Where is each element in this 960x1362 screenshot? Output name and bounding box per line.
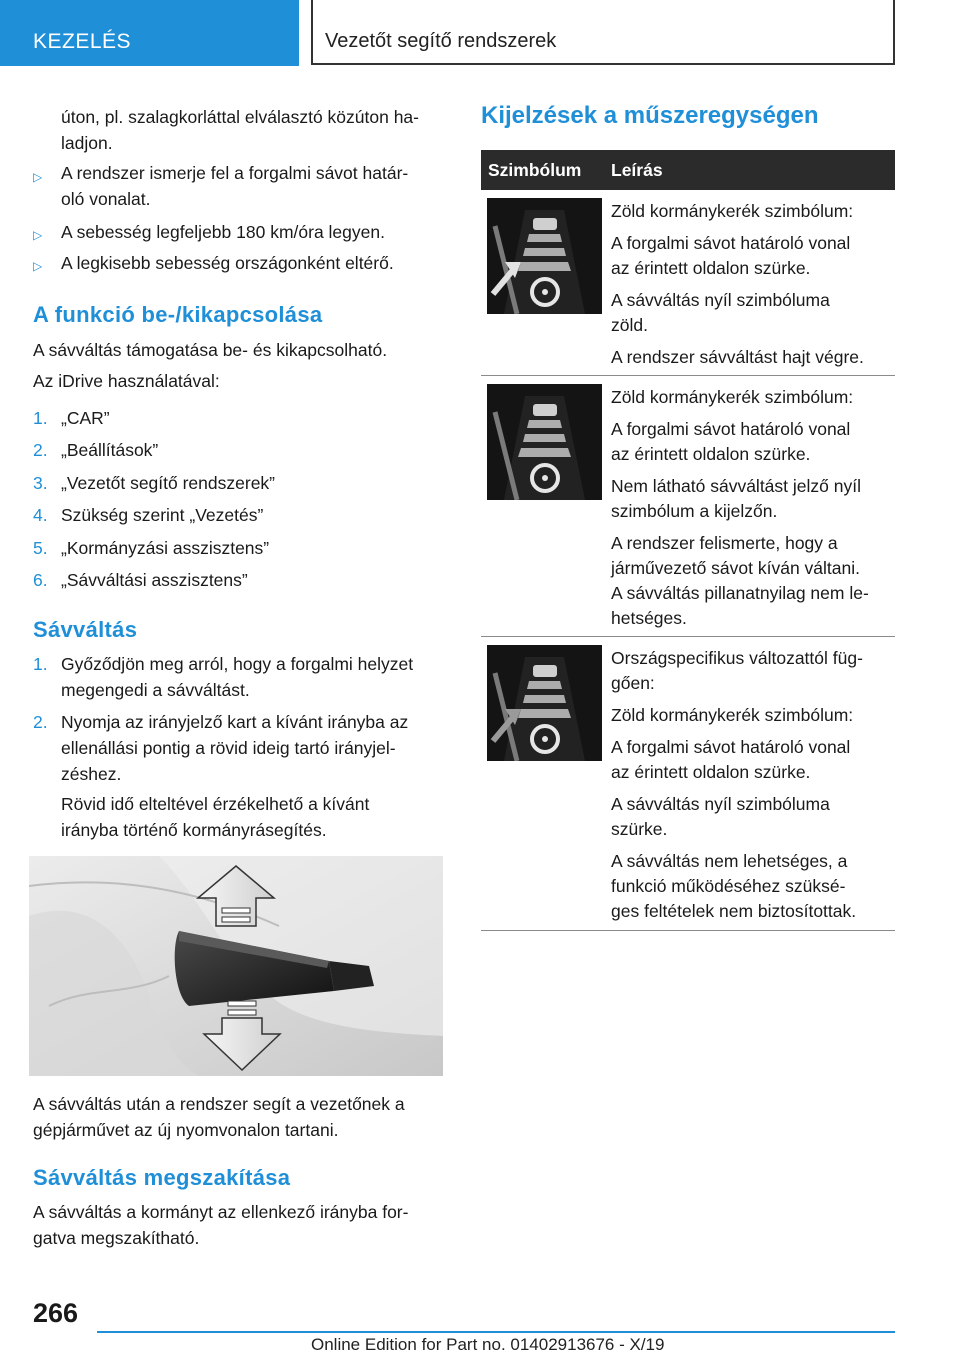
desc-line: A sávváltás nem lehetséges, a funkció működéséhez szüksé- ges feltételek nem biztosítottak. <box>611 851 857 921</box>
desc-line: Zöld kormánykerék szimbólum: <box>611 201 854 221</box>
edition-text: Online Edition for Part no. 01402913676 - X/19 <box>311 1335 665 1354</box>
step-number: 3. <box>33 473 48 493</box>
section-heading: Sávváltás megszakítása <box>33 1165 291 1190</box>
bullet-icon: ▷ <box>33 259 43 273</box>
section-heading: A funkció be-/kikapcsolása <box>33 302 323 327</box>
paragraph: A sávváltás támogatása be- és kikapcsolható. <box>33 340 388 360</box>
steering-wheel-green-icon <box>487 384 602 500</box>
turn-signal-lever-illustration <box>29 856 443 1076</box>
paragraph: A sávváltás után a rendszer segít a vezetőnek a gépjárművet az új nyomvonalon tartani. <box>33 1094 405 1140</box>
step-number: 4. <box>33 505 48 525</box>
step-text: „Vezetőt segítő rendszerek” <box>61 473 275 493</box>
desc-line: A rendszer sávváltást hajt végre. <box>611 347 864 367</box>
step-note: Rövid idő elteltével érzékelhető a kívánt irányba történő kormányrásegítés. <box>61 794 370 840</box>
lane-change-arrow-grey-icon <box>487 645 602 761</box>
desc-line: A sávváltás nyíl szimbóluma zöld. <box>611 290 830 335</box>
step-text: Győződjön meg arról, hogy a forgalmi helyzet megengedi a sávváltást. <box>61 654 414 700</box>
desc-line: A forgalmi sávot határoló vonal az érintett oldalon szürke. <box>611 233 851 278</box>
page-number: 266 <box>33 1298 79 1328</box>
paragraph: Az iDrive használatával: <box>33 371 220 391</box>
row-divider <box>481 375 895 376</box>
desc-line: A forgalmi sávot határoló vonal az érintett oldalon szürke. <box>611 737 851 782</box>
step-text: „CAR” <box>61 408 110 428</box>
desc-line: Zöld kormánykerék szimbólum: <box>611 705 854 725</box>
desc-line: Nem látható sávváltást jelző nyíl szimbólum a kijelzőn. <box>611 476 861 521</box>
desc-line: A forgalmi sávot határoló vonal az érintett oldalon szürke. <box>611 419 851 464</box>
step-number: 5. <box>33 538 48 558</box>
desc-line: A rendszer felismerte, hogy a járművezető sávot kíván váltani. A sávváltás pillanatnyilag nem le- hetséges. <box>611 533 869 628</box>
page-title: Vezetőt segítő rendszerek <box>325 30 557 52</box>
step-text: „Kormányzási asszisztens” <box>61 538 270 558</box>
paragraph: A sávváltás a kormányt az ellenkező irányba for- gatva megszakítható. <box>33 1202 409 1248</box>
desc-line: Zöld kormánykerék szimbólum: <box>611 387 854 407</box>
desc-line: A sávváltás nyíl szimbóluma szürke. <box>611 794 830 839</box>
bullet-item: A sebesség legfeljebb 180 km/óra legyen. <box>61 222 385 242</box>
table-heading: Kijelzések a műszeregységen <box>481 102 819 129</box>
row-divider <box>481 930 895 931</box>
lane-change-arrow-green-icon <box>487 198 602 314</box>
bullet-item: A rendszer ismerje fel a forgalmi sávot határ- oló vonalat. <box>61 163 409 209</box>
step-text: Szükség szerint „Vezetés” <box>61 505 264 525</box>
step-text: „Sávváltási asszisztens” <box>61 570 248 590</box>
column-header-description: Leírás <box>611 160 663 180</box>
footer-rule <box>97 1331 895 1333</box>
intro-text: úton, pl. szalagkorláttal elválasztó közúton ha- ladjon. <box>61 107 419 153</box>
row-divider <box>481 636 895 637</box>
bullet-icon: ▷ <box>33 170 43 184</box>
step-number: 1. <box>33 408 48 428</box>
section-tab <box>0 0 299 66</box>
step-text: „Beállítások” <box>61 440 159 460</box>
section-heading: Sávváltás <box>33 617 138 642</box>
desc-line: Országspecifikus változattól füg- gően: <box>611 648 863 693</box>
section-label: KEZELÉS <box>33 30 132 53</box>
row-description <box>611 646 893 931</box>
row-description <box>611 199 893 377</box>
step-number: 1. <box>33 654 48 674</box>
step-number: 2. <box>33 712 48 732</box>
step-number: 6. <box>33 570 48 590</box>
bullet-icon: ▷ <box>33 228 43 242</box>
row-description <box>611 385 893 638</box>
column-header-symbol: Szimbólum <box>488 160 582 180</box>
bullet-item: A legkisebb sebesség országonként eltérő. <box>61 253 394 273</box>
step-text: Nyomja az irányjelző kart a kívánt irányba az ellenállási pontig a rövid ideig tartó irányjel- zéshez. <box>61 712 409 784</box>
step-number: 2. <box>33 440 48 460</box>
